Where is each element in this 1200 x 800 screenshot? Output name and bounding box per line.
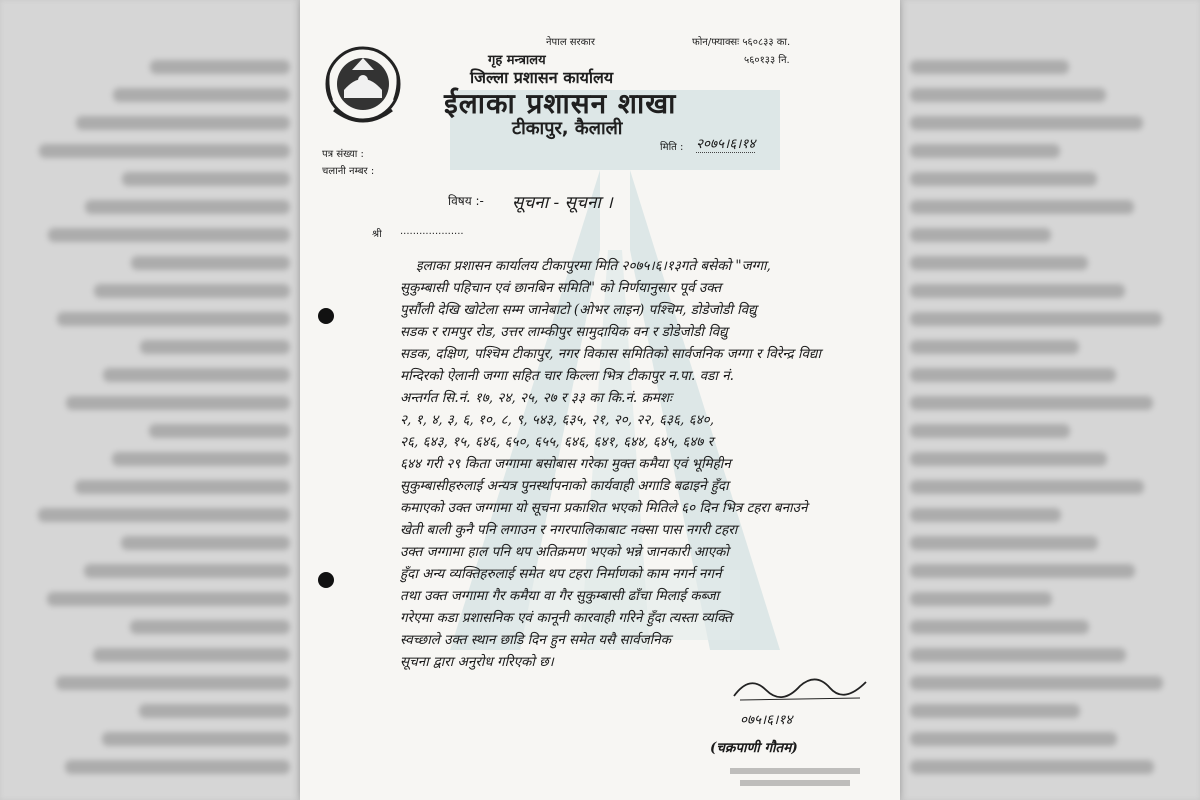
blurred-text-line: [149, 424, 290, 438]
blurred-text-line: [85, 200, 290, 214]
branch-title: ईलाका प्रशासन शाखा: [444, 87, 677, 120]
phone-fax: फोन/फ्याक्सः ५६०८३३ का.: [692, 37, 791, 48]
blurred-text-line: [910, 88, 1106, 102]
blurred-text-line: [910, 592, 1052, 606]
punch-hole: [318, 572, 334, 588]
blurred-text-line: [910, 368, 1116, 382]
blurred-text-line: [93, 648, 290, 662]
blurred-text-line: [39, 144, 290, 158]
blurred-text-line: [75, 480, 290, 494]
body-line: सडक र रामपुर रोड, उत्तर लाम्कीपुर सामुदायिक वन र डोडेजोडी विद्यु: [400, 324, 728, 340]
blurred-text-line: [113, 88, 290, 102]
body-line: ६४४ गरी २९ किता जग्गामा बसोबास गरेका मुक्त कमैया एवं भूमिहीन: [400, 456, 731, 472]
blurred-background-right: [900, 0, 1200, 800]
blurred-text-line: [66, 396, 290, 410]
blurred-text-line: [121, 536, 290, 550]
government-line: नेपाल सरकार: [546, 37, 595, 48]
letter-number-label: पत्र संख्या :: [322, 149, 364, 160]
phone-fax-line2: ५६०१३३ नि.: [744, 55, 790, 66]
office-line: जिल्ला प्रशासन कार्यालय: [470, 68, 614, 87]
signature-stamp-lines: [720, 764, 870, 800]
shri-dots: ....................: [400, 226, 464, 237]
blurred-text-line: [910, 256, 1088, 270]
body-line: हुँदा अन्य व्यक्तिहरुलाई समेत थप टहरा निर्माणको काम नगर्न नगर्न: [400, 566, 722, 582]
blurred-text-line: [140, 340, 290, 354]
subject-label: विषय :-: [448, 194, 484, 208]
blurred-text-line: [910, 200, 1134, 214]
blurred-text-line: [910, 620, 1089, 634]
body-line: पुर्सौली देखि खोटेला सम्म जानेबाटो (ओभर लाइन) पश्चिम, डोडेजोडी विद्यु: [400, 302, 757, 318]
signatory-name: (चक्रपाणी गौतम): [710, 740, 798, 756]
blurred-text-line: [94, 284, 290, 298]
shri-label: श्री: [372, 229, 382, 240]
body-line: मन्दिरको ऐलानी जग्गा सहित चार किल्ला भित्र टीकापुर न.पा. वडा नं.: [400, 368, 734, 384]
body-line: २६, ६४३, १५, ६४६, ६५०, ६५५, ६४६, ६४१, ६४४, ६४५, ६४७ र: [400, 434, 714, 450]
blurred-text-line: [910, 648, 1126, 662]
blurred-text-line: [910, 116, 1143, 130]
blurred-text-line: [150, 60, 290, 74]
blurred-text-line: [910, 312, 1162, 326]
government-emblem-icon: [322, 40, 404, 128]
body-line: स्वच्छाले उक्त स्थान छाडि दिन हुन समेत यसै सार्वजनिक: [400, 632, 671, 648]
blurred-text-line: [910, 424, 1070, 438]
body-line: सूचना द्वारा अनुरोध गरिएको छ।: [400, 654, 554, 670]
dispatch-number-label: चलानी नम्बर :: [322, 166, 375, 177]
blurred-text-line: [910, 452, 1107, 466]
blurred-text-line: [910, 480, 1144, 494]
signature-date: ०७५।६।१४: [740, 712, 793, 728]
blurred-background-left: [0, 0, 300, 800]
body-line: तथा उक्त जग्गामा गैर कमैया वा गैर सुकुम्बासी ढाँचा मिलाई कब्जा: [400, 588, 720, 604]
letter-body: [396, 256, 896, 676]
body-line: खेती बाली कुनै पनि लगाउन र नगरपालिकाबाट नक्सा पास नगरी टहरा: [400, 522, 738, 538]
blurred-text-line: [56, 676, 290, 690]
blurred-text-line: [910, 564, 1135, 578]
blurred-text-line: [910, 508, 1061, 522]
scanned-letter: [300, 0, 900, 800]
blurred-text-line: [112, 452, 290, 466]
blurred-text-line: [47, 592, 290, 606]
punch-hole: [318, 308, 334, 324]
blurred-text-line: [910, 340, 1079, 354]
blurred-text-line: [910, 760, 1154, 774]
blurred-text-line: [131, 256, 290, 270]
blurred-text-line: [910, 144, 1060, 158]
blurred-text-line: [103, 368, 290, 382]
blurred-text-line: [910, 536, 1098, 550]
subject-value: सूचना - सूचना ।: [512, 193, 613, 213]
blurred-text-line: [910, 60, 1069, 74]
blurred-text-line: [910, 228, 1051, 242]
blurred-text-line: [38, 508, 290, 522]
location-line: टीकापुर, कैलाली: [512, 118, 623, 139]
ministry-line: गृह मन्त्रालय: [488, 53, 546, 68]
blurred-text-line: [910, 732, 1117, 746]
body-line: अन्तर्गत सि.नं. १७, २४, २५, २७ र ३३ का कि.नं. क्रमशः: [400, 390, 672, 406]
blurred-text-line: [910, 396, 1153, 410]
blurred-text-line: [102, 732, 290, 746]
blurred-text-line: [910, 676, 1163, 690]
date-value: २०७५।६।१४: [696, 136, 756, 152]
blurred-text-line: [84, 564, 290, 578]
signature-scribble: [730, 668, 870, 704]
body-line: गरेएमा कडा प्रशासनिक एवं कानूनी कारवाही गरिने हुँदा त्यस्ता व्यक्ति: [400, 610, 733, 626]
blurred-text-line: [65, 760, 290, 774]
blurred-text-line: [57, 312, 290, 326]
body-line: इलाका प्रशासन कार्यालय टीकापुरमा मिति २०७५।६।१३गते बसेको "जग्गा,: [416, 258, 771, 274]
blurred-text-line: [910, 284, 1125, 298]
body-line: कमाएको उक्त जग्गामा यो सूचना प्रकाशित भएको मितिले ६० दिन भित्र टहरा बनाउने: [400, 500, 808, 516]
body-line: २, १, ४, ३, ६, १०, ८, ९, ५४३, ६३५, २१, २०, २२, ६३६, ६४०,: [400, 412, 714, 428]
blurred-text-line: [910, 172, 1097, 186]
body-line: सुकुम्बासीहरुलाई अन्यत्र पुनर्स्थापनाको कार्यवाही अगाडि बढाइने हुँदा: [400, 478, 729, 494]
date-label: मिति :: [660, 142, 684, 153]
blurred-text-line: [139, 704, 290, 718]
body-line: उक्त जग्गामा हाल पनि थप अतिक्रमण भएको भन्ने जानकारी आएको: [400, 544, 729, 560]
blurred-text-line: [122, 172, 290, 186]
blurred-text-line: [76, 116, 290, 130]
blurred-text-line: [130, 620, 290, 634]
body-line: सुकुम्बासी पहिचान एवं छानबिन समिति" को निर्णयानुसार पूर्व उक्त: [400, 280, 722, 296]
body-line: सडक, दक्षिण, पश्चिम टीकापुर, नगर विकास समितिको सार्वजनिक जग्गा र विरेन्द्र विद्या: [400, 346, 821, 362]
blurred-text-line: [48, 228, 290, 242]
blurred-text-line: [910, 704, 1080, 718]
